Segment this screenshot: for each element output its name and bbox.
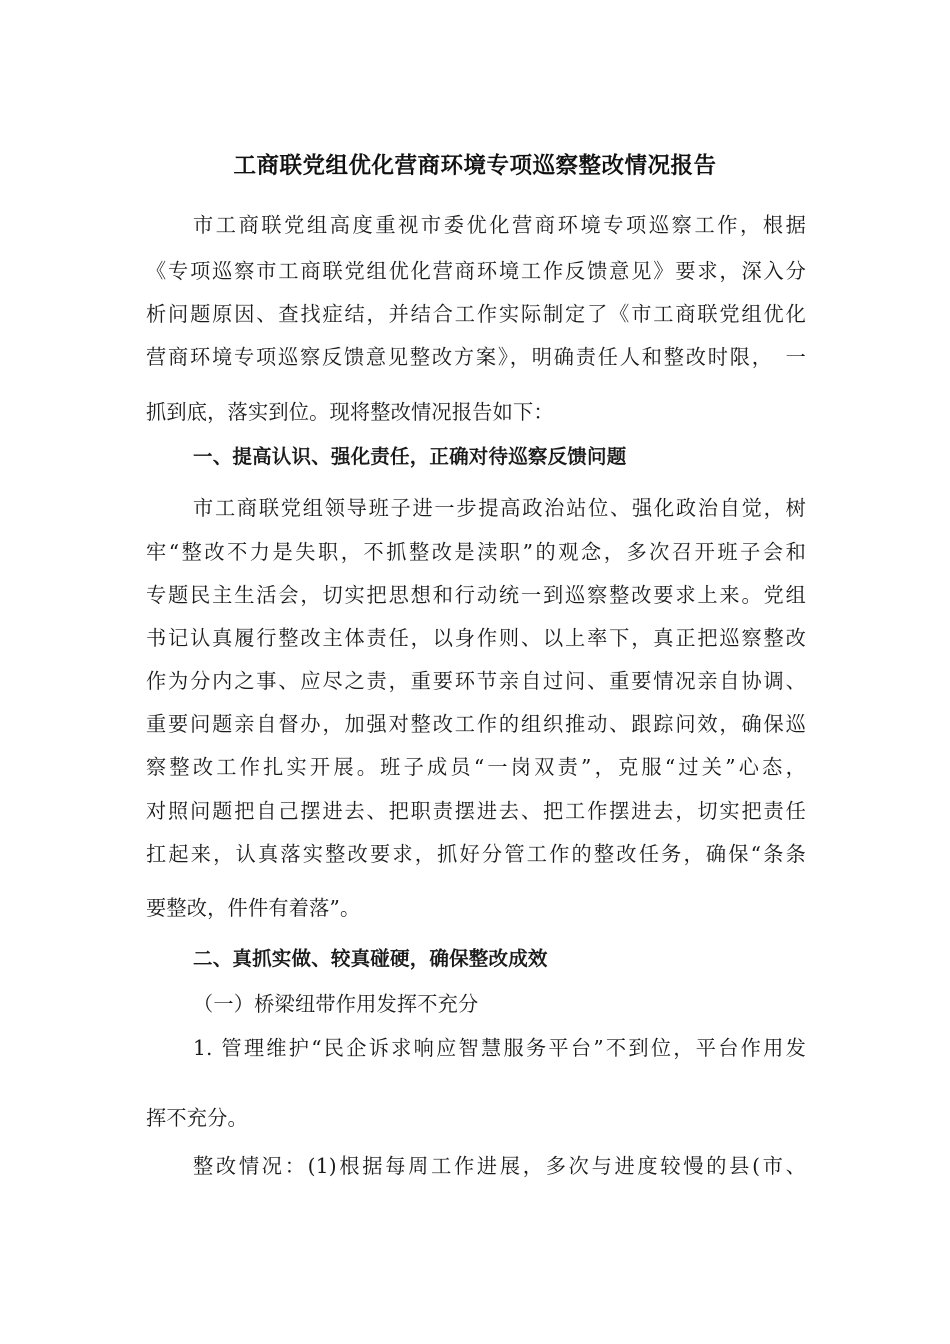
- paragraph-line: 牢“整改不力是失职，不抓整改是渎职”的观念，多次召开班子会和: [146, 540, 806, 564]
- paragraph-line: 对照问题把自己摆进去、把职责摆进去、把工作摆进去，切实把责任: [146, 799, 806, 823]
- paragraph-line: 抓到底，落实到位。现将整改情况报告如下：: [146, 400, 554, 424]
- section-heading: 一、提高认识、强化责任，正确对待巡察反馈问题: [193, 445, 627, 468]
- paragraph-line: 重要问题亲自督办，加强对整改工作的组织推动、跟踪问效，确保巡: [146, 712, 806, 736]
- paragraph-line: 专题民主生活会，切实把思想和行动统一到巡察整改要求上来。党组: [146, 583, 806, 607]
- paragraph-line: 扛起来，认真落实整改要求，抓好分管工作的整改任务，确保“条条: [146, 842, 806, 866]
- paragraph-line: 《专项巡察市工商联党组优化营商环境工作反馈意见》要求，深入分: [146, 259, 806, 283]
- paragraph-line: 营商环境专项巡察反馈意见整改方案》，明确责任人和整改时限， 一: [146, 345, 806, 369]
- paragraph-line: 整改情况：(1)根据每周工作进展，多次与进度较慢的县(市、: [193, 1154, 806, 1178]
- paragraph-line: 析问题原因、查找症结，并结合工作实际制定了《市工商联党组优化: [146, 302, 806, 326]
- paragraph-line: 作为分内之事、应尽之责，重要环节亲自过问、重要情况亲自协调、: [146, 669, 806, 693]
- paragraph-line: 要整改，件件有着落”。: [146, 896, 361, 920]
- paragraph-line: 书记认真履行整改主体责任，以身作则、以上率下，真正把巡察整改: [146, 626, 806, 650]
- paragraph-line: 1. 管理维护“民企诉求响应智慧服务平台”不到位，平台作用发: [193, 1036, 806, 1060]
- paragraph-line: 市工商联党组高度重视市委优化营商环境专项巡察工作，根据: [193, 213, 806, 237]
- section-heading: 二、真抓实做、较真碰硬，确保整改成效: [193, 947, 548, 970]
- paragraph-line: 市工商联党组领导班子进一步提高政治站位、强化政治自觉，树: [193, 496, 806, 520]
- subsection-heading: （一）桥梁纽带作用发挥不充分: [193, 992, 479, 1016]
- document-title: 工商联党组优化营商环境专项巡察整改情况报告: [233, 153, 717, 179]
- paragraph-line: 察整改工作扎实开展。班子成员“一岗双责”，克服“过关”心态，: [146, 755, 806, 779]
- paragraph-line: 挥不充分。: [146, 1106, 248, 1130]
